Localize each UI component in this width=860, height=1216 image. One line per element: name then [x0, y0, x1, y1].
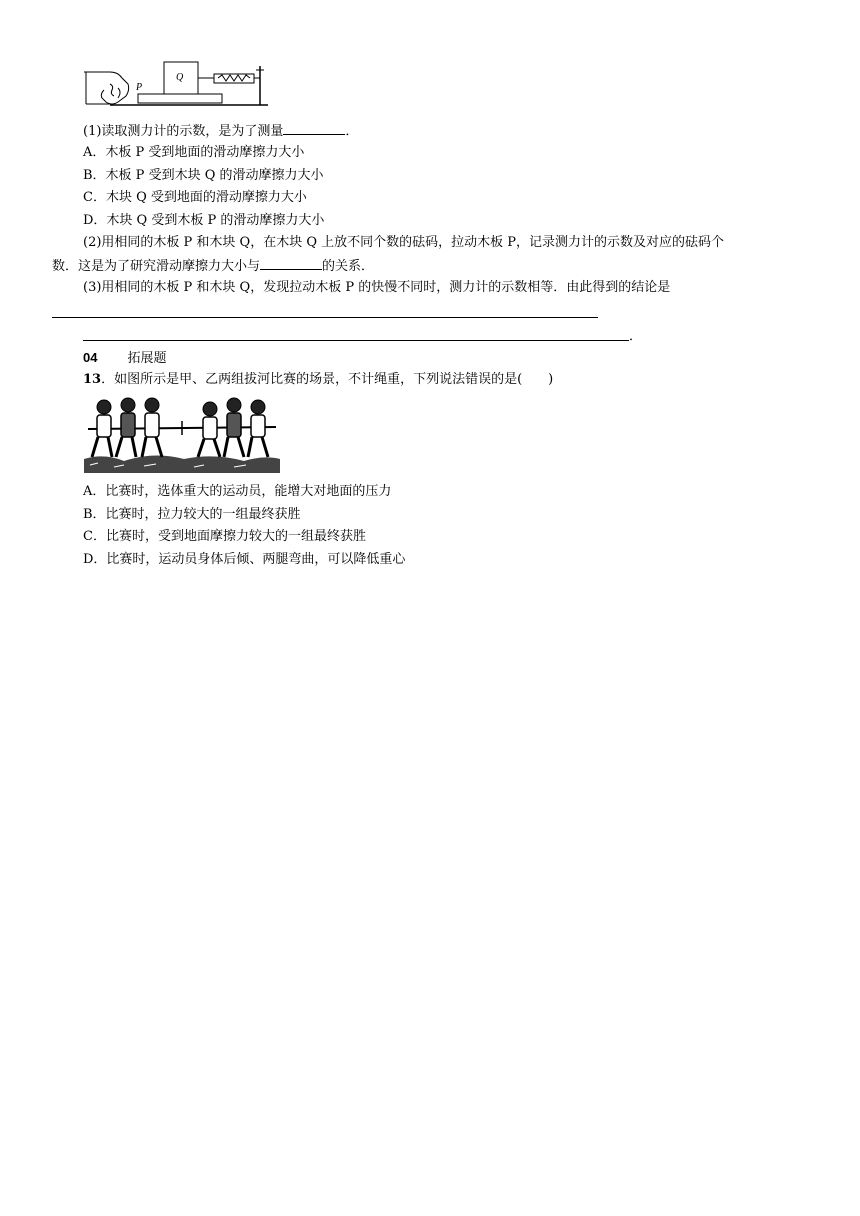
q13-number: 13: [83, 372, 102, 387]
q12-part1-prefix: (1)读取测力计的示数，是为了测量: [83, 124, 284, 139]
q13-option-c: C．比赛时，受到地面摩擦力较大的一组最终获胜: [83, 529, 366, 544]
answer-line-1[interactable]: [52, 317, 598, 318]
friction-apparatus-figure: [82, 58, 270, 110]
answer-line-2[interactable]: [83, 340, 629, 341]
q12-part3-end: ．: [629, 329, 643, 344]
q13-option-b: B．比赛时，拉力较大的一组最终获胜: [83, 507, 301, 522]
answer-blank-2[interactable]: [260, 255, 322, 270]
tug-of-war-figure: [84, 395, 280, 473]
q12-option-a: A．木板 P 受到地面的滑动摩擦力大小: [83, 145, 305, 160]
q12-option-d: D．木块 Q 受到木板 P 的滑动摩擦力大小: [83, 213, 325, 228]
q12-part2-prefix: 数．这是为了研究滑动摩擦力大小与: [52, 259, 261, 274]
q12-part1-suffix: ．: [345, 124, 359, 139]
q13-option-a: A．比赛时，选体重大的运动员，能增大对地面的压力: [83, 484, 392, 499]
section-title: 拓展题: [127, 351, 167, 366]
q13-stem-text: ．如图所示是甲、乙两组拔河比赛的场景，不计绳重，下列说法错误的是( ): [101, 372, 554, 387]
q12-part2-suffix: 的关系．: [322, 259, 375, 274]
q12-part1: [83, 120, 358, 143]
section-header: [83, 347, 166, 370]
q12-option-b: B．木板 P 受到木块 Q 的滑动摩擦力大小: [83, 168, 324, 183]
q12-part2-line2: [52, 255, 374, 278]
label-p: P: [136, 82, 143, 93]
q12-option-c: C．木块 Q 受到地面的滑动摩擦力大小: [83, 190, 307, 205]
q13-option-d: D．比赛时，运动员身体后倾、两腿弯曲，可以降低重心: [83, 552, 406, 567]
label-q: Q: [176, 72, 184, 83]
answer-blank-1[interactable]: [283, 120, 345, 135]
q12-part3-line1: (3)用相同的木板 P 和木块 Q，发现拉动木板 P 的快慢不同时，测力计的示数相等．由此得到的结论是: [83, 280, 671, 295]
q13-stem: [83, 369, 553, 391]
q12-part2-line1: (2)用相同的木板 P 和木块 Q，在木块 Q 上放不同个数的砝码，拉动木板 P，记录测力计的示数及对应的砝码个: [83, 235, 725, 250]
section-number: 04: [83, 350, 98, 365]
